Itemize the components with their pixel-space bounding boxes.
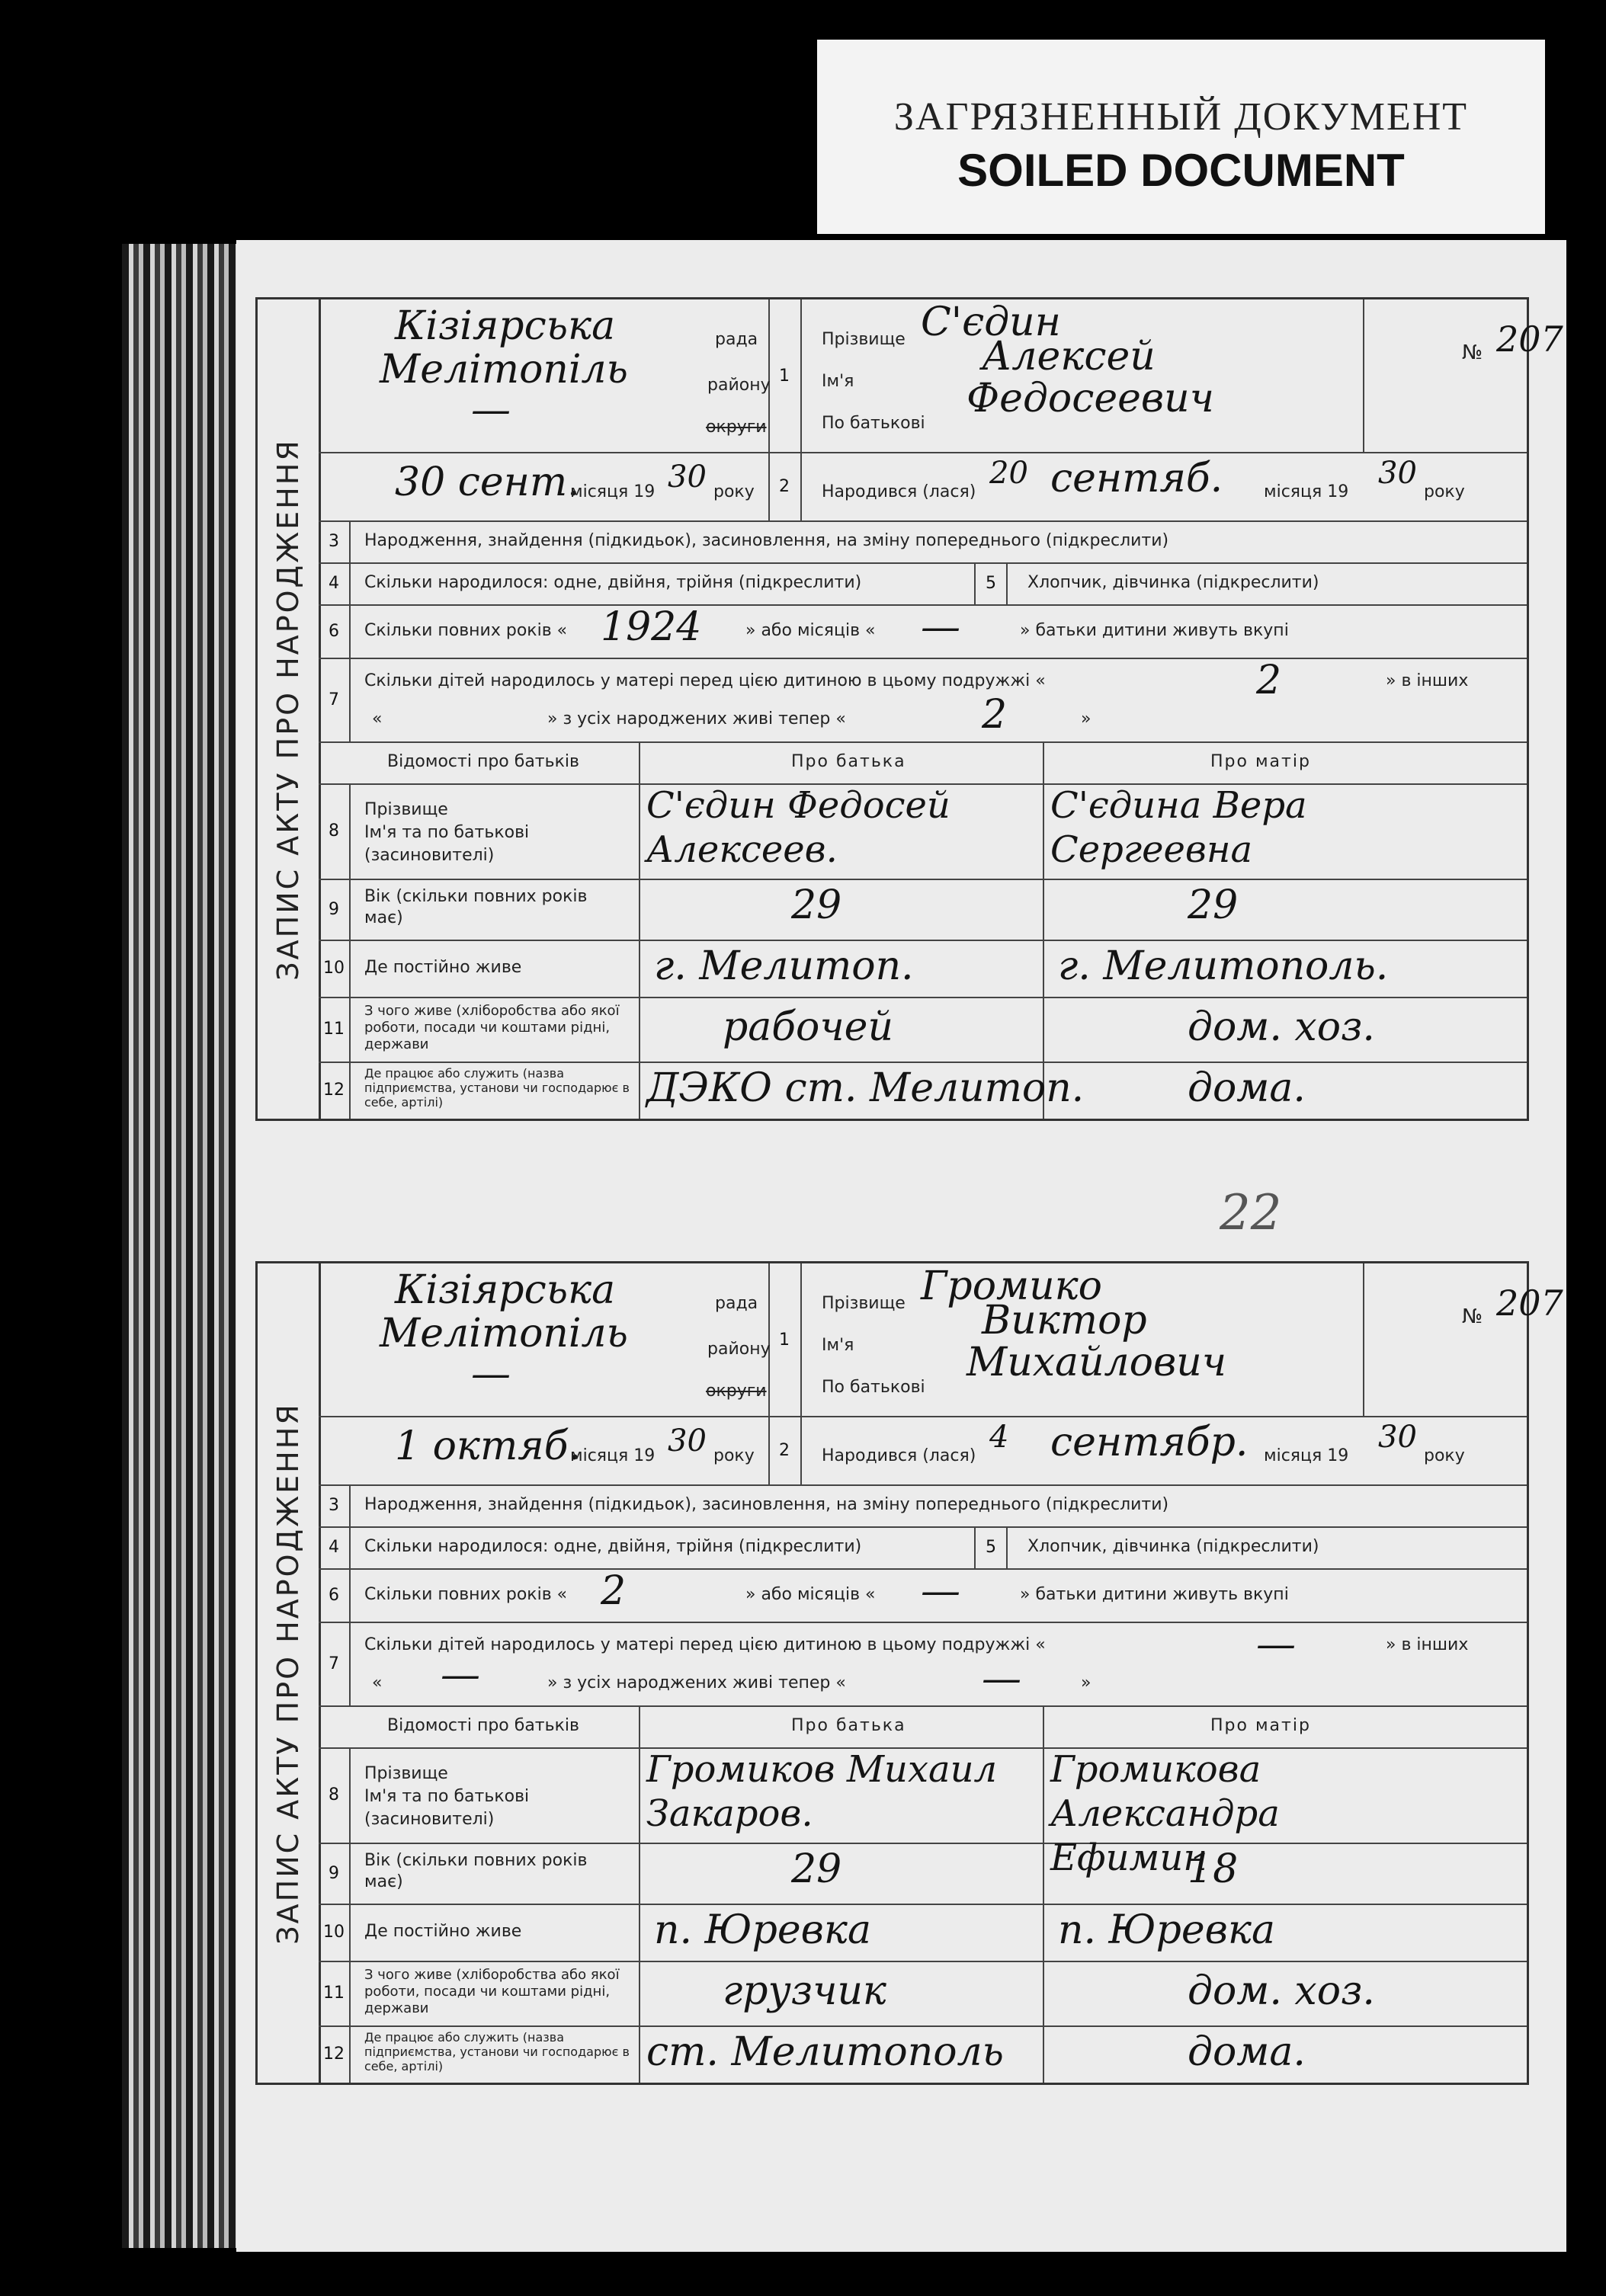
name-value: Виктор: [982, 1298, 1147, 1343]
okrug-value: —: [471, 387, 511, 433]
header-block: 1 2 Кізіярська рада Мелітопіль району — округи 30 сент. місяця 19 30 року Прізвище С'єдин Ім'я Алексей По батькові Федосеевич № 207 Народився (лася) 20 сентяб. місяця 19 30 року: [319, 299, 1527, 522]
raion-label: району: [707, 376, 771, 395]
father-name-value: С'єдин Федосей Алексеев.: [646, 784, 950, 871]
patronymic-label: По батькові: [822, 414, 925, 433]
okrug-label: округи: [706, 418, 767, 437]
row-4-5: 4 Скільки народилося: одне, двійня, трійня (підкреслити) 5 Хлопчик, дівчинка (підкреслити): [319, 562, 1527, 606]
born-year-value: 30: [1378, 1420, 1417, 1455]
months-together-value: —: [921, 604, 960, 650]
name-label: Ім'я: [822, 372, 854, 391]
row-6: 6 Скільки повних років « 1924 » або місяців « — » батьки дитини живуть вкупі: [319, 604, 1527, 659]
stamp-line-ru: ЗАГРЯЗНЕННЫЙ ДОКУМЕНТ: [893, 95, 1469, 139]
row-10: 10 Де постійно живе п. Юревка п. Юревка: [319, 1904, 1527, 1962]
parents-header: Відомості про батьків Про батька Про матір: [319, 1705, 1527, 1749]
reg-date-value: 1 октяб.: [395, 1423, 581, 1469]
number-label: №: [1462, 341, 1483, 364]
roku-label: року: [713, 1446, 755, 1465]
father-work-value: ДЭКО ст. Мелитоп.: [646, 1065, 1085, 1111]
years-together-value: 1924: [601, 604, 702, 650]
years-together-value: 2: [601, 1568, 627, 1614]
row-12: 12 Де працює або служить (назва підприємства, установи чи господарює в себе, артілі) ДЭКО ст. Мелитоп. дома.: [319, 1062, 1527, 1119]
raion-value: Мелітопіль: [380, 347, 628, 392]
surname-label: Прізвище: [822, 1294, 906, 1313]
mother-work-value: дома.: [1188, 2029, 1306, 2075]
name-value: Алексей: [982, 334, 1156, 379]
row-8: 8 Прізвище Ім'я та по батькові (засиновителі) С'єдин Федосей Алексеев. С'єдина Вера Сергеевна: [319, 783, 1527, 880]
father-residence-value: г. Мелитоп.: [654, 943, 914, 989]
patronymic-value: Михайлович: [966, 1340, 1227, 1385]
father-living-value: рабочей: [723, 1004, 893, 1050]
mother-living-value: дом. хоз.: [1188, 1968, 1375, 2014]
born-day-value: 4: [989, 1420, 1009, 1455]
raion-label: району: [707, 1340, 771, 1359]
born-month-year-label: місяця 19: [1264, 482, 1349, 501]
father-living-value: грузчик: [723, 1968, 886, 2014]
born-month-year-label: місяця 19: [1264, 1446, 1349, 1465]
children-before-value: 2: [1256, 658, 1282, 703]
rada-label: рада: [715, 330, 758, 349]
okrug-label: округи: [706, 1382, 767, 1401]
vertical-title: ЗАПИС АКТУ ПРО НАРОДЖЕННЯ: [258, 1263, 321, 2083]
number-value: 207: [1496, 319, 1563, 360]
number-value: 207: [1496, 1282, 1563, 1324]
raion-value: Мелітопіль: [380, 1311, 628, 1356]
mother-residence-value: г. Мелитополь.: [1058, 943, 1389, 989]
patronymic-value: Федосеевич: [966, 376, 1214, 421]
mother-living-value: дом. хоз.: [1188, 1004, 1375, 1050]
number-label: №: [1462, 1305, 1483, 1328]
mother-name-value: С'єдина Вера Сергеевна: [1050, 784, 1307, 871]
stamp-line-en: SOILED DOCUMENT: [957, 145, 1405, 196]
mother-work-value: дома.: [1188, 1065, 1306, 1111]
born-label: Народився (лася): [822, 482, 976, 501]
header-block: 1 2 Кізіярська рада Мелітопіль району — округи 1 октяб. місяця 19 30 року Прізвище Громико Ім'я Виктор По батькові Михайлович № 207 Народився (лася) 4 сентябр. місяця 19 30 року: [319, 1263, 1527, 1486]
vertical-title: ЗАПИС АКТУ ПРО НАРОДЖЕННЯ: [258, 299, 321, 1119]
name-label: Ім'я: [822, 1336, 854, 1355]
surname-label: Прізвище: [822, 330, 906, 349]
mother-name-value: Громикова Александра Ефимин: [1050, 1748, 1280, 1879]
rada-value: Кізіярська: [395, 1267, 616, 1313]
soiled-document-stamp: [817, 40, 1545, 234]
row-7: 7 Скільки дітей народилось у матері перед цією дитиною в цьому подружжі « — » в інших « — » з усіх народжених живі тепер « — »: [319, 1622, 1527, 1707]
row-10: 10 Де постійно живе г. Мелитоп. г. Мелитополь.: [319, 940, 1527, 998]
father-age-value: 29: [791, 1846, 842, 1892]
birth-record-1: [255, 297, 1563, 1121]
born-year-value: 30: [1378, 456, 1417, 491]
children-other-value: —: [441, 1652, 480, 1698]
father-name-value: Громиков Михаил Закаров.: [646, 1748, 998, 1835]
children-before-value: —: [1256, 1622, 1296, 1667]
parents-header: Відомості про батьків Про батька Про матір: [319, 741, 1527, 785]
born-month-value: сентябр.: [1050, 1420, 1249, 1465]
row-12: 12 Де працює або служить (назва підприємства, установи чи господарює в себе, артілі) ст. Мелитополь дома.: [319, 2025, 1527, 2083]
born-month-value: сентяб.: [1050, 456, 1223, 501]
mother-age-value: 29: [1188, 882, 1239, 928]
birth-record-2: [255, 1261, 1563, 2085]
row-9: 9 Вік (скільки повних років має) 29 29: [319, 879, 1527, 941]
reg-date-value: 30 сент.: [395, 460, 580, 505]
mother-age-value: 18: [1188, 1846, 1239, 1892]
row-3: 3 Народження, знайдення (підкидьок), засиновлення, на зміну попереднього (підкреслити): [319, 1484, 1527, 1528]
children-alive-value: 2: [982, 692, 1008, 738]
rada-label: рада: [715, 1294, 758, 1313]
born-roku-label: року: [1424, 482, 1465, 501]
margin-note-middle: 22: [1220, 1185, 1282, 1241]
okrug-value: —: [471, 1351, 511, 1397]
row-7: 7 Скільки дітей народилось у матері перед цією дитиною в цьому подружжі « 2 » в інших « » з усіх народжених живі тепер « 2 »: [319, 658, 1527, 743]
rada-value: Кізіярська: [395, 303, 616, 349]
row-4-5: 4 Скільки народилося: одне, двійня, трійня (підкреслити) 5 Хлопчик, дівчинка (підкреслити): [319, 1526, 1527, 1570]
father-residence-value: п. Юревка: [654, 1907, 871, 1953]
row-3: 3 Народження, знайдення (підкидьок), засиновлення, на зміну попереднього (підкреслити): [319, 520, 1527, 564]
surname-value: Громико: [921, 1263, 1102, 1309]
patronymic-label: По батькові: [822, 1378, 925, 1397]
mother-residence-value: п. Юревка: [1058, 1907, 1275, 1953]
born-label: Народився (лася): [822, 1446, 976, 1465]
row-8: 8 Прізвище Ім'я та по батькові (засиновителі) Громиков Михаил Закаров. Громикова Александра Ефимин: [319, 1747, 1527, 1844]
month-year-label: місяця 19: [570, 1446, 656, 1465]
row-11: 11 З чого живе (хліборобства або якої роботи, посади чи коштами рідні, держави грузчик дом. хоз.: [319, 1961, 1527, 2027]
children-alive-value: —: [982, 1656, 1021, 1702]
born-day-value: 20: [989, 456, 1028, 491]
roku-label: року: [713, 482, 755, 501]
surname-value: С'єдин: [921, 299, 1061, 345]
binding-edge: [122, 244, 236, 2248]
row-6: 6 Скільки повних років « 2 » або місяців « — » батьки дитини живуть вкупі: [319, 1568, 1527, 1623]
months-together-value: —: [921, 1568, 960, 1614]
row-9: 9 Вік (скільки повних років має) 29 18: [319, 1843, 1527, 1905]
reg-year-value: 30: [668, 460, 707, 495]
born-roku-label: року: [1424, 1446, 1465, 1465]
reg-year-value: 30: [668, 1423, 707, 1459]
father-age-value: 29: [791, 882, 842, 928]
row-11: 11 З чого живе (хліборобства або якої роботи, посади чи коштами рідні, держави рабочей дом. хоз.: [319, 997, 1527, 1063]
month-year-label: місяця 19: [570, 482, 656, 501]
father-work-value: ст. Мелитополь: [646, 2029, 1004, 2075]
